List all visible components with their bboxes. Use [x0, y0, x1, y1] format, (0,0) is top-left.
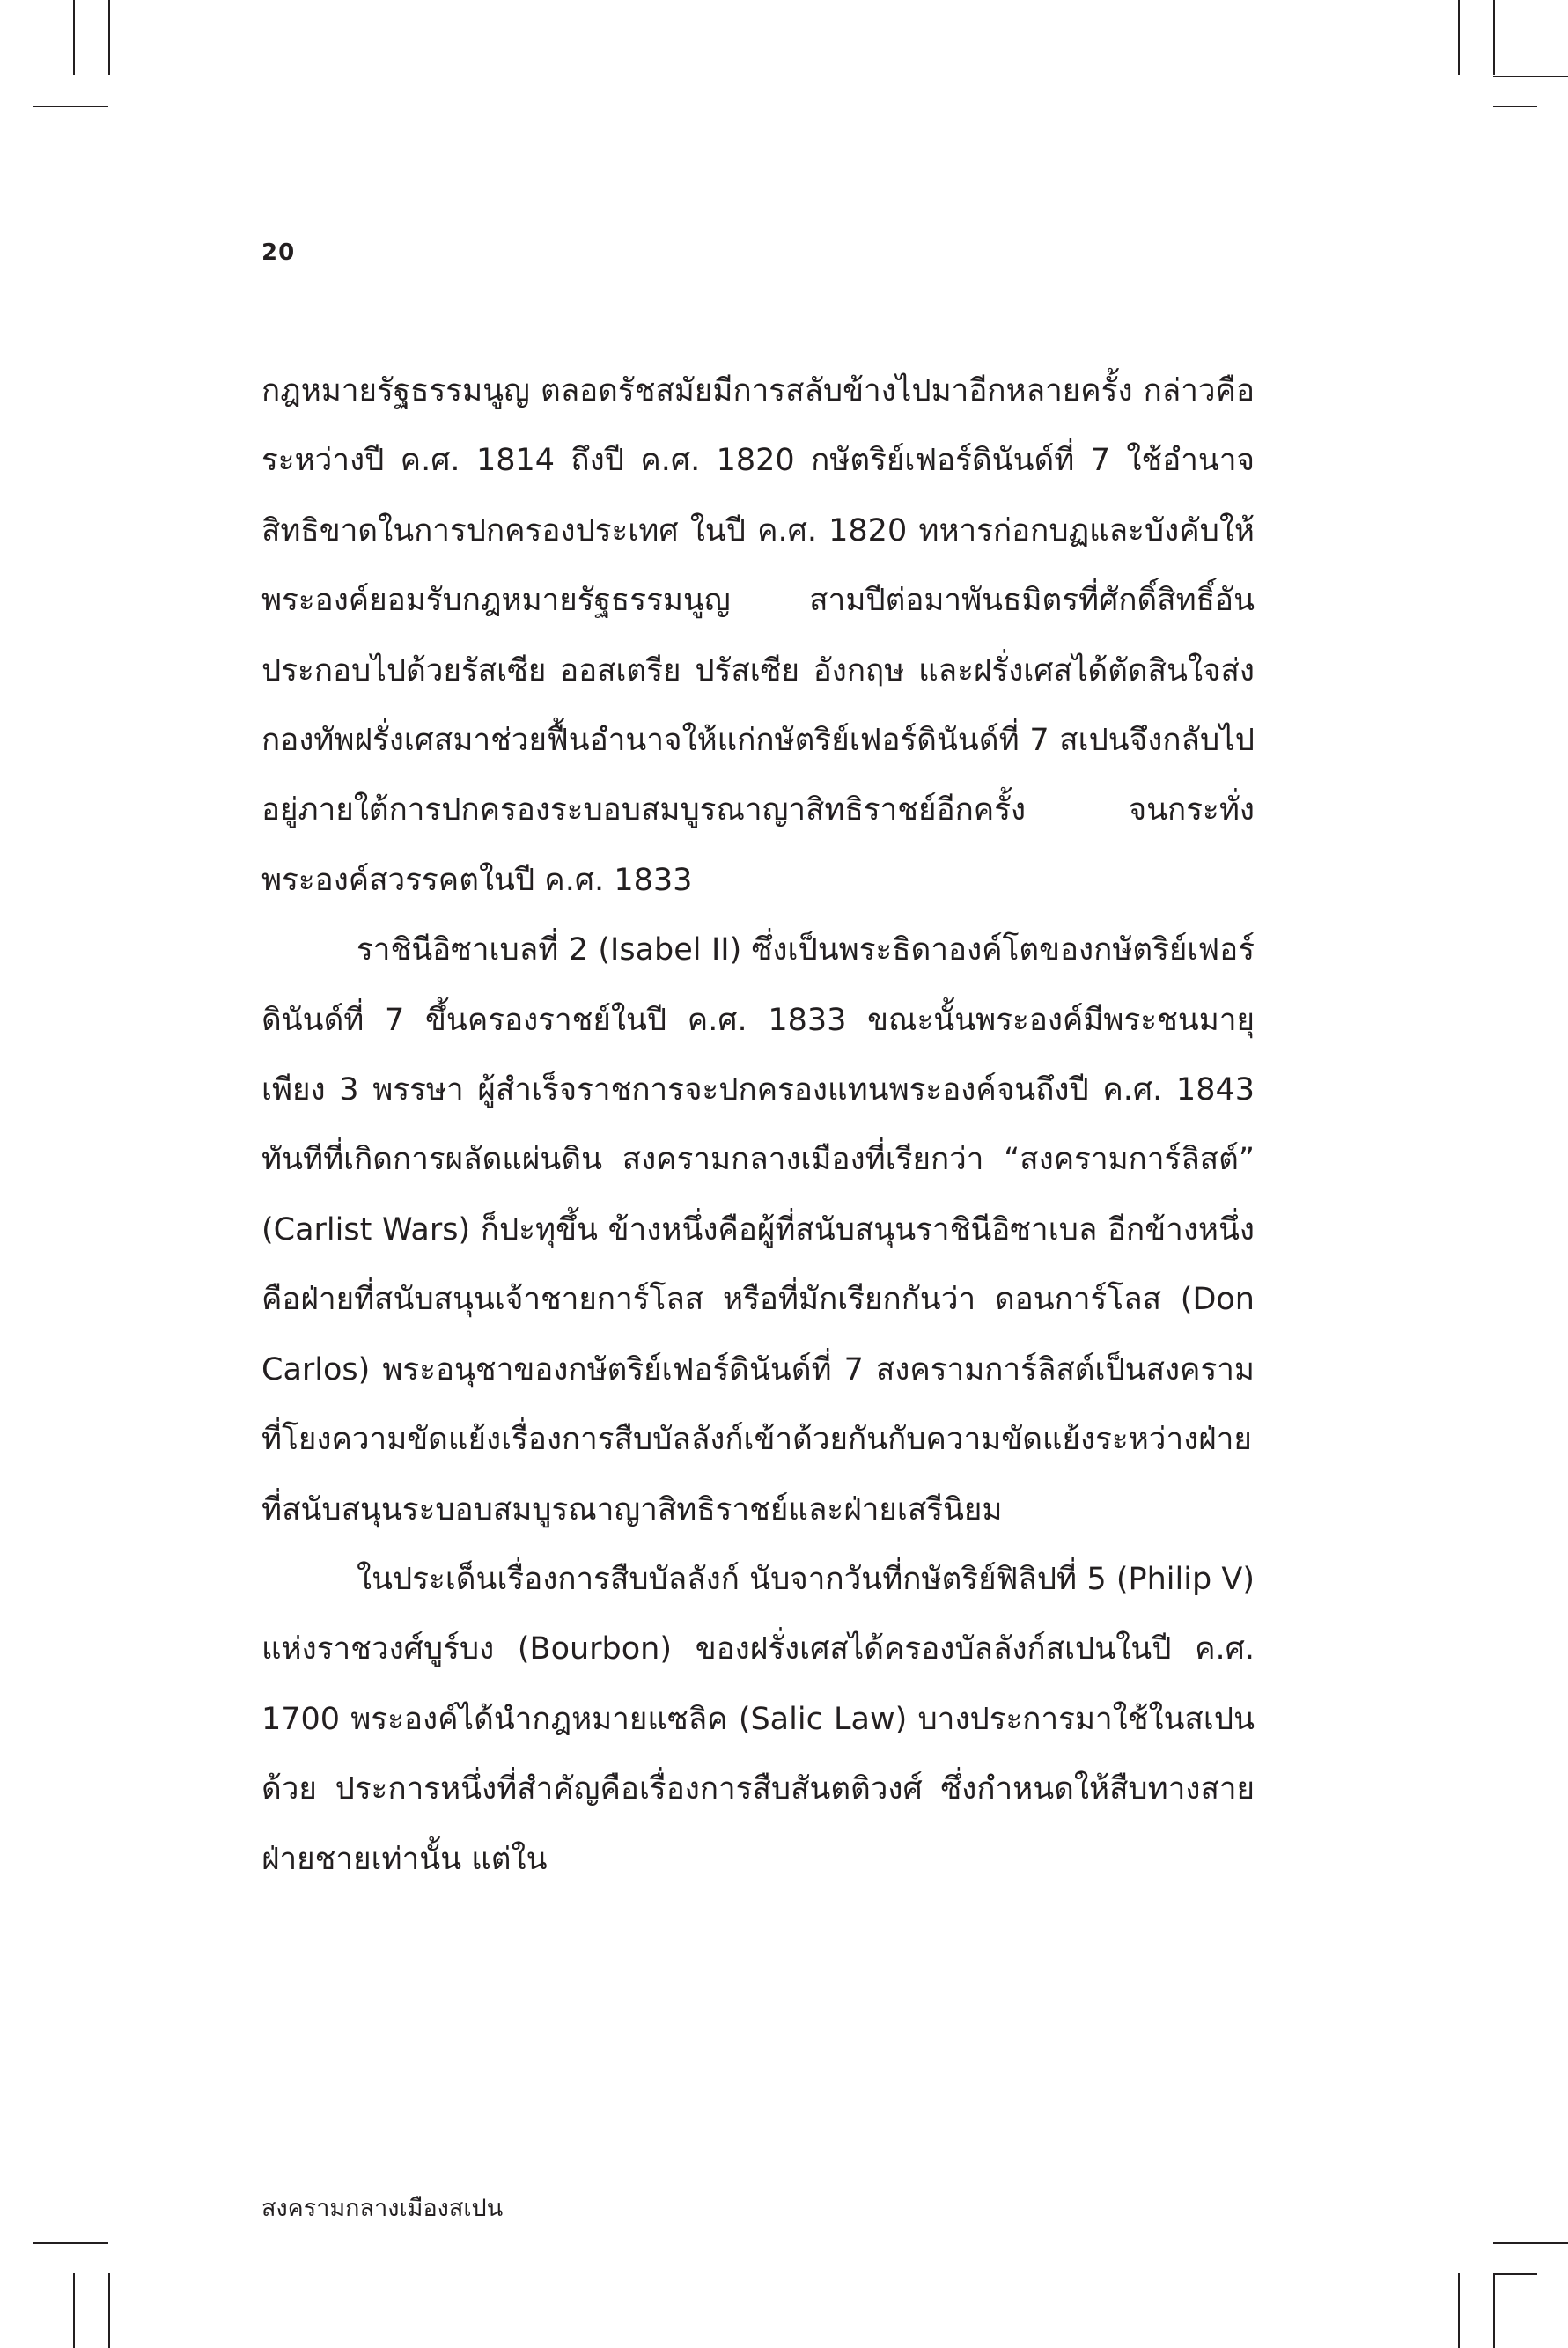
crop-mark-top-left-horizontal — [33, 106, 108, 107]
paragraph-3: ในประเด็นเรื่องการสืบบัลลังก์ นับจากวันที่กษัตริย์ฟิลิปที่ 5 (Philip V) แห่งราชวงศ์บูร์บง (Bourbon) ของฝรั่งเศสได้ครองบัลลังก์สเปนในปี ค.ศ. 1700 พระองค์ได้นำกฎหมายแซลิค (Salic Law) บางประการมาใช้ในสเปนด้วย ประการหนึ่งที่สำคัญคือเรื่องการสืบสันตติวงศ์ ซึ่งกำหนดให้สืบทางสายฝ่ายชายเท่านั้น แต่ใน — [261, 1561, 1255, 1877]
crop-mark-bottom-left-horizontal — [33, 2242, 108, 2244]
crop-mark-top-right-horizontal-inner — [1493, 106, 1537, 107]
paragraph-1: กฎหมายรัฐธรรมนูญ ตลอดรัชสมัยมีการสลับข้างไปมาอีกหลายครั้ง กล่าวคือ ระหว่างปี ค.ศ. 1814 ถึงปี ค.ศ. 1820 กษัตริย์เฟอร์ดินันด์ที่ 7 ใช้อำนาจสิทธิขาดในการปกครองประเทศ ในปี ค.ศ. 1820 ทหารก่อกบฏและบังคับให้พระองค์ยอมรับกฎหมายรัฐธรรมนูญ สามปีต่อมาพันธมิตรที่ศักดิ์สิทธิ์อันประกอบไปด้วยรัสเซีย ออสเตรีย ปรัสเซีย อังกฤษ และฝรั่งเศสได้ตัดสินใจส่งกองทัพฝรั่งเศสมาช่วยฟื้นอำนาจให้แก่กษัตริย์เฟอร์ดินันด์ที่ 7 สเปนจึงกลับไปอยู่ภายใต้การปกครองระบอบสมบูรณาญาสิทธิราชย์อีกครั้ง จนกระทั่งพระองค์สวรรคตในปี ค.ศ. 1833 — [261, 373, 1255, 898]
crop-mark-bottom-right-horizontal-inner — [1493, 2273, 1537, 2275]
body-text — [261, 357, 1255, 1895]
crop-mark-bottom-right-vertical — [1458, 2273, 1460, 2348]
crop-mark-top-right-vertical-outer — [1493, 0, 1495, 75]
crop-mark-top-left-vertical — [108, 0, 110, 75]
running-footer-book-title: สงครามกลางเมืองสเปน — [261, 2195, 504, 2222]
crop-mark-bottom-left-vertical-outer — [73, 2273, 75, 2348]
page-number: 20 — [261, 239, 296, 266]
crop-mark-bottom-right-horizontal — [1493, 2242, 1568, 2244]
crop-mark-top-left-vertical-outer — [73, 0, 75, 75]
crop-mark-bottom-right-vertical-outer — [1493, 2273, 1495, 2348]
crop-mark-bottom-left-vertical — [108, 2273, 110, 2348]
paragraph-2: ราชินีอิซาเบลที่ 2 (Isabel II) ซึ่งเป็นพระธิดาองค์โตของกษัตริย์เฟอร์ดินันด์ที่ 7 ขึ้นครองราชย์ในปี ค.ศ. 1833 ขณะนั้นพระองค์มีพระชนมายุเพียง 3 พรรษา ผู้สำเร็จราชการจะปกครองแทนพระองค์จนถึงปี ค.ศ. 1843 ทันทีที่เกิดการผลัดแผ่นดิน สงครามกลางเมืองที่เรียกว่า “สงครามการ์ลิสต์” (Carlist Wars) ก็ปะทุขึ้น ข้างหนึ่งคือผู้ที่สนับสนุนราชินีอิซาเบล อีกข้างหนึ่งคือฝ่ายที่สนับสนุนเจ้าชายการ์โลส หรือที่มักเรียกกันว่า ดอนการ์โลส (Don Carlos) พระอนุชาของกษัตริย์เฟอร์ดินันด์ที่ 7 สงครามการ์ลิสต์เป็นสงครามที่โยงความขัดแย้งเรื่องการสืบบัลลังก์เข้าด้วยกันกับความขัดแย้งระหว่างฝ่ายที่สนับสนุนระบอบสมบูรณาญาสิทธิราชย์และฝ่ายเสรีนิยม — [261, 932, 1255, 1527]
crop-mark-top-right-horizontal — [1493, 76, 1568, 77]
crop-mark-top-right-vertical — [1458, 0, 1460, 75]
